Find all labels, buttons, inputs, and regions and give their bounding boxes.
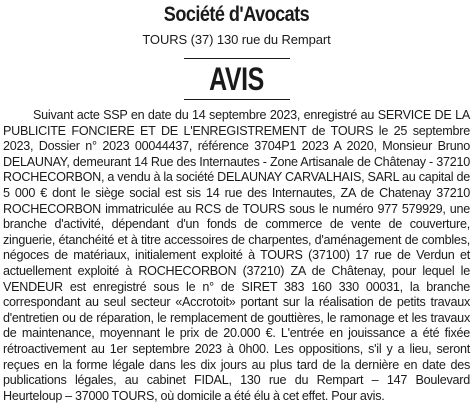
law-firm-title: Société d'Avocats	[163, 3, 310, 26]
notice-body: Suivant acte SSP en date du 14 septembre 2023, enregistré au SERVICE DE LA PUBLICITE FONCIERE ET DE L'ENREGISTREMENT de TOURS le 25 septembre 2023, Dossier n° 2023 00044437, référence 3704P1 2023 A 2020, Monsieur Bruno DELAUNAY, demeurant 14 Rue des Internautes - Zone Artisanale de Châtenay - 37210 ROCHECORBON, a vendu à la société DELAUNAY CARVALHAIS, SARL au capital de 5 000 € dont le siège social est sis 14 rue des Internautes, ZA de Chatenay 37210 ROCHECORBON immatriculée au RCS de TOURS sous le numéro 977 579929, une branche d'activité, dépendant d'un fonds de commerce de vente de couverture, zinguerie, étanchéité et à titre accessoires de charpentes, d'aménagement de combles, négoces de matériaux, initialement exploité à TOURS (37100) 17 rue de Verdun et actuellement exploité à ROCHECORBON (37210) ZA de Châtenay, pour lequel le VENDEUR est enregistré sous le n° de SIRET 383 160 330 00031, la branche correspondant au seul secteur «Accrotoit» portant sur la réalisation de petits travaux d'entretien ou de réparation, le remplacement de gouttières, le ramonage et les travaux de maintenance, moyennant le prix de 20.000 €. L'entrée en jouissance a été fixée rétroactivement au 1er septembre 2023 à 0h00. Les oppositions, s'il y a lieu, seront reçues en la forme légale dans les dix jours au plus tard de la dernière en date des publications légales, au cabinet FIDAL, 130 rue du Rempart – 147 Boulevard Heurteloup – 37000 TOURS, où domicile a été élu à cet effet. Pour avis.	[3, 108, 470, 403]
notice-title: AVIS	[209, 61, 264, 97]
top-divider	[184, 58, 290, 59]
bottom-divider	[184, 99, 290, 100]
law-firm-address: TOURS (37) 130 rue du Rempart	[142, 32, 331, 47]
